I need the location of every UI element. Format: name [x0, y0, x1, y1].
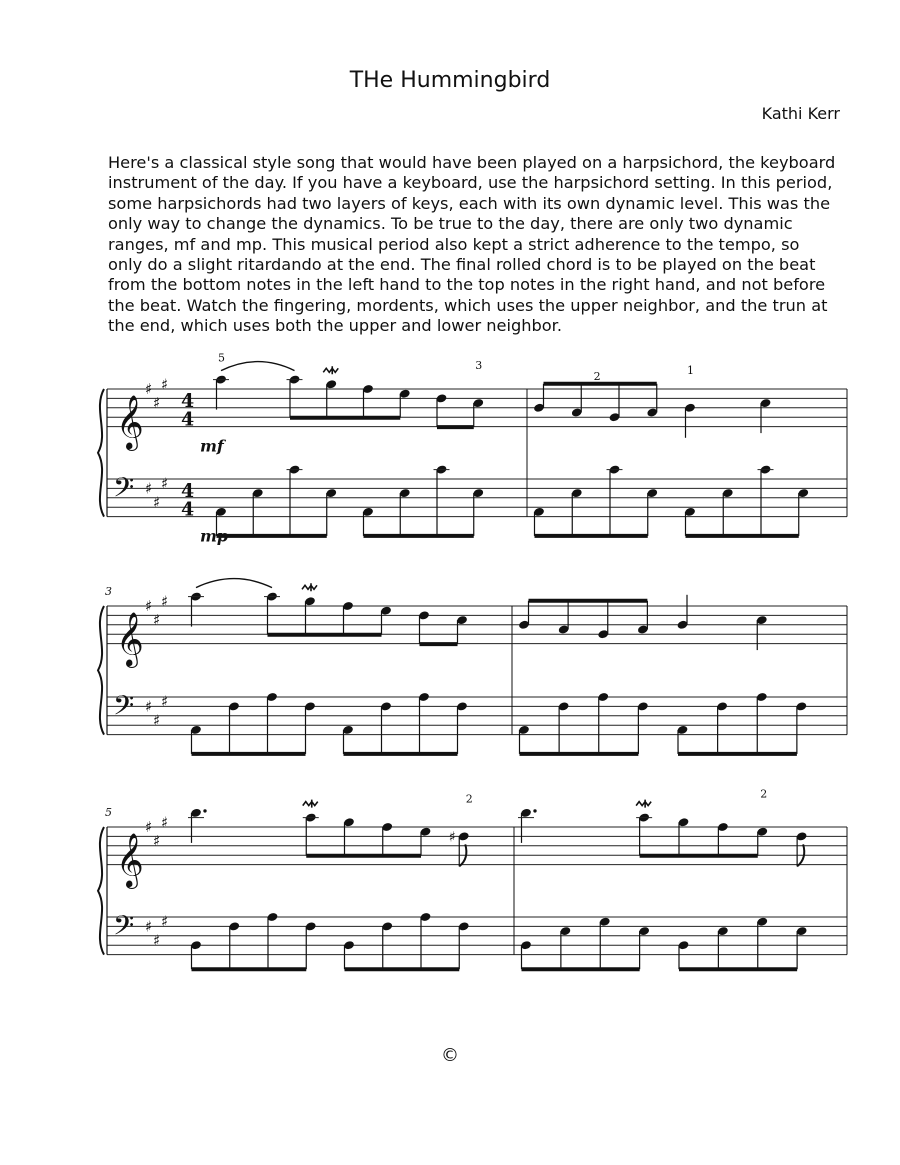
time-signature-top: 4 — [181, 479, 195, 502]
piano-brace — [98, 389, 104, 517]
fingering-number: 1 — [687, 363, 694, 377]
mordent-ornament — [303, 800, 318, 808]
tie-arc — [221, 362, 295, 371]
note-dot — [203, 809, 206, 812]
dynamic-mp: mp — [200, 526, 229, 546]
bass-clef: 𝄢 — [113, 908, 135, 948]
key-signature-sharp: ♯ — [145, 818, 153, 836]
fingering-number: 3 — [475, 359, 483, 373]
key-signature-sharp: ♯ — [153, 931, 161, 950]
piano-brace — [98, 827, 104, 955]
bass-clef: 𝄢 — [113, 688, 135, 728]
measure-number: 3 — [105, 585, 112, 598]
note-dot — [533, 809, 536, 812]
key-signature-sharp: ♯ — [153, 711, 161, 730]
tie-arc — [196, 579, 272, 588]
key-signature-sharp: ♯ — [145, 917, 153, 936]
dynamic-mf: mf — [200, 436, 224, 456]
treble-clef: 𝄞 — [116, 611, 144, 667]
mordent-ornament — [636, 800, 651, 808]
treble-clef: 𝄞 — [116, 832, 144, 888]
key-signature-sharp: ♯ — [161, 375, 169, 394]
key-signature-sharp: ♯ — [145, 479, 153, 498]
mordent-ornament — [302, 583, 317, 591]
fingering-number: 2 — [593, 370, 601, 383]
accidental-sharp: ♯ — [448, 829, 456, 846]
composer-name: Kathi Kerr — [761, 104, 840, 123]
time-signature-bottom: 4 — [181, 498, 195, 521]
key-signature-sharp: ♯ — [153, 493, 161, 512]
measure-number: 5 — [105, 806, 112, 819]
key-signature-sharp: ♯ — [145, 697, 153, 716]
fingering-number: 2 — [465, 792, 473, 806]
piano-brace — [98, 606, 104, 735]
key-signature-sharp: ♯ — [161, 912, 169, 931]
time-signature-top: 4 — [181, 389, 195, 412]
key-signature-sharp: ♯ — [161, 592, 169, 611]
key-signature-sharp: ♯ — [153, 611, 161, 630]
page-title: THe Hummingbird — [349, 68, 551, 93]
key-signature-sharp: ♯ — [161, 474, 169, 493]
time-signature-bottom: 4 — [181, 408, 195, 431]
key-signature-sharp: ♯ — [153, 394, 161, 413]
key-signature-sharp: ♯ — [153, 832, 161, 851]
treble-clef: 𝄞 — [116, 394, 144, 450]
key-signature-sharp: ♯ — [145, 597, 153, 615]
key-signature-sharp: ♯ — [145, 380, 153, 398]
copyright-symbol: © — [441, 1045, 459, 1066]
intro-paragraph: Here's a classical style song that would have been played on a harpsichord, the keyboard instrument of the day. If you have a keyboard, use the harpsichord setting. In this period, some harpsichords had two layers of keys, each with its own dynamic level. This was the only way to change the dynamics. To be true to the day, there are only two dynamic ranges, mf and mp. This musical period also kept a strict adherence to the tempo, so only do a slight ritardando at the end. The final rolled chord is to be played on the beat from the bottom notes in the left hand to the top notes in the right hand, and not before the beat. Watch the fingering, mordents, which uses the upper neighbor, and the trun at the end, which uses both the upper and lower neighbor. — [108, 153, 836, 336]
fingering-number: 5 — [218, 351, 225, 365]
key-signature-sharp: ♯ — [161, 813, 169, 832]
mordent-ornament — [323, 366, 338, 374]
fingering-number: 2 — [760, 787, 768, 801]
bass-clef: 𝄢 — [113, 470, 135, 510]
key-signature-sharp: ♯ — [161, 692, 169, 711]
